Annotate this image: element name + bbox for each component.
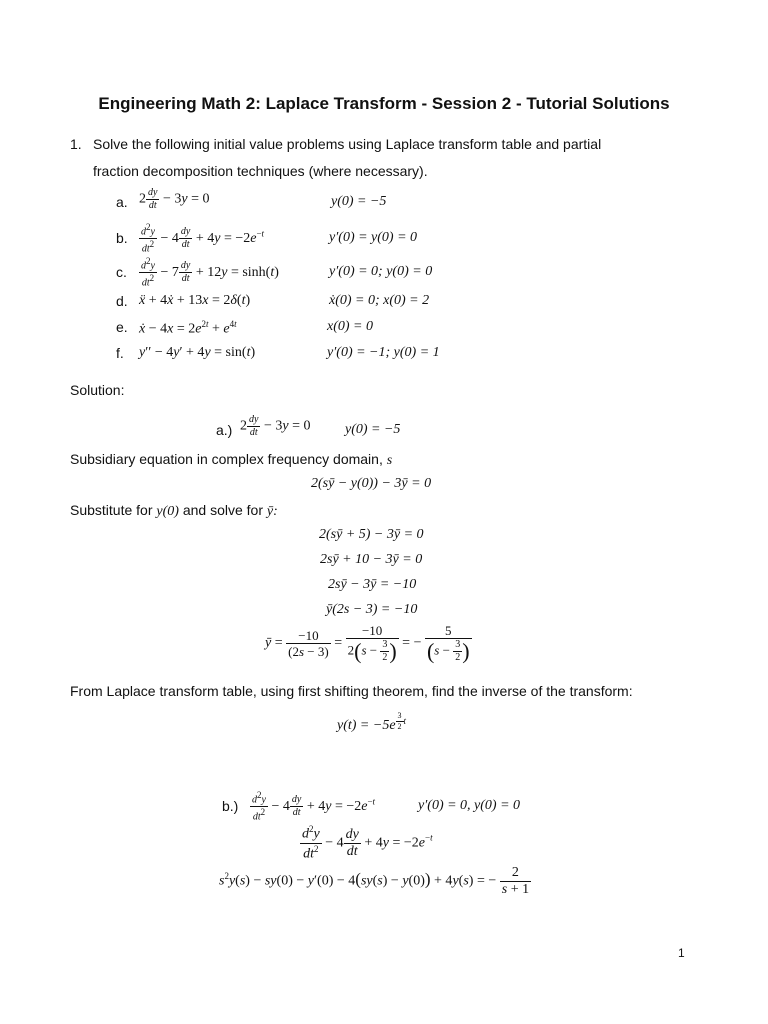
subsidiary-equation: 2(sȳ − y(0)) − 3ȳ = 0: [311, 476, 432, 491]
item-a-equation: 2 $\frac{dy}{dt}$ − 3y = 0: [139, 187, 210, 211]
step-2: 2sȳ + 10 − 3ȳ = 0: [320, 552, 423, 567]
item-c-label: c.: [116, 264, 127, 280]
item-c-equation: $\frac{d^2y}{dt^2}$ − 7 $\frac{dy}{dt}$ + 12y = sinh(t): [141, 256, 279, 289]
document-title: Engineering Math 2: Laplace Transform - Session 2 - Tutorial Solutions: [98, 94, 670, 113]
page-number: 1: [678, 946, 685, 960]
item-a-condition: y(0) = −5: [331, 194, 387, 209]
step-1: 2(sȳ + 5) − 3ȳ = 0: [319, 527, 424, 542]
part-b-condition: y′(0) = 0, y(0) = 0: [418, 798, 521, 813]
item-d-label: d.: [116, 293, 128, 309]
subsidiary-text: Subsidiary equation in complex frequency domain, s: [70, 451, 393, 468]
part-b-subsidiary: $s^2y(s) - sy(0) - y'(0) - 4(sy(s) - y(0)) + 4y(s)$ = − $\frac{2}{s + 1}$: [219, 865, 530, 897]
item-f-condition: y′(0) = −1; y(0) = 1: [327, 345, 440, 360]
inverse-text: From Laplace transform table, using first shifting theorem, find the inverse of the transform:: [70, 683, 633, 699]
item-e-equation: ẋ − $4x = 2e^{2t} + e^{4t}$: [139, 319, 237, 337]
part-a-condition: y(0) = −5: [345, 422, 401, 437]
step-3: 2sȳ − 3ȳ = −10: [328, 577, 417, 592]
part-a-label: a.): [216, 422, 233, 438]
item-f-label: f.: [116, 345, 124, 361]
item-e-condition: x(0) = 0: [327, 319, 373, 334]
item-e-label: e.: [116, 319, 128, 335]
substitute-text: Substitute for y(0) and solve for ȳ:: [70, 502, 278, 519]
item-c-condition: y′(0) = 0; y(0) = 0: [329, 264, 433, 279]
question-line-1: Solve the following initial value problems using Laplace transform table and partial: [93, 136, 602, 152]
item-a-label: a.: [116, 194, 128, 210]
solution-heading: Solution:: [70, 382, 125, 398]
part-a-result: y(t) = −5e $^{\frac{3}{2} t}$: [337, 711, 407, 734]
part-b-label: b.): [222, 798, 239, 814]
item-b-label: b.: [116, 230, 128, 246]
question-line-2: fraction decomposition techniques (where necessary).: [93, 163, 428, 179]
part-b-equation: $\frac{d^2y}{dt^2}$ − 4 $\frac{dy}{dt}$ + $4y = -2e^{-t}$: [252, 790, 376, 823]
part-b-ode: $\frac{d^2y}{dt^2}$ − 4 $\frac{dy}{dt}$ + $4y = -2e^{-t}$: [302, 824, 433, 862]
part-a-equation: 2 $\frac{dy}{dt}$ − 3y = 0: [240, 414, 311, 438]
ybar-solution: ȳ = $\frac{-10}{(2s - 3)}$ = −10 2(s − $\frac{3}{2}$ ) = − 5 (s − $\frac{3}{2}$ ): [265, 623, 470, 664]
item-d-condition: ẋ(0) = 0; x(0) = 2: [329, 293, 430, 308]
item-b-equation: $\frac{d^2y}{dt^2}$ − 4 $\frac{dy}{dt}$ + $4y = -2e^{-t}$: [141, 222, 265, 255]
item-f-equation: y′′ − 4y′ + 4y = sin(t): [139, 345, 256, 360]
item-b-condition: y′(0) = y(0) = 0: [329, 230, 418, 245]
item-d-equation: ẍ + 4ẋ + 13x = 2δ(t): [139, 293, 251, 308]
question-number: 1.: [70, 136, 82, 152]
step-4: ȳ(2s − 3) = −10: [326, 602, 418, 617]
